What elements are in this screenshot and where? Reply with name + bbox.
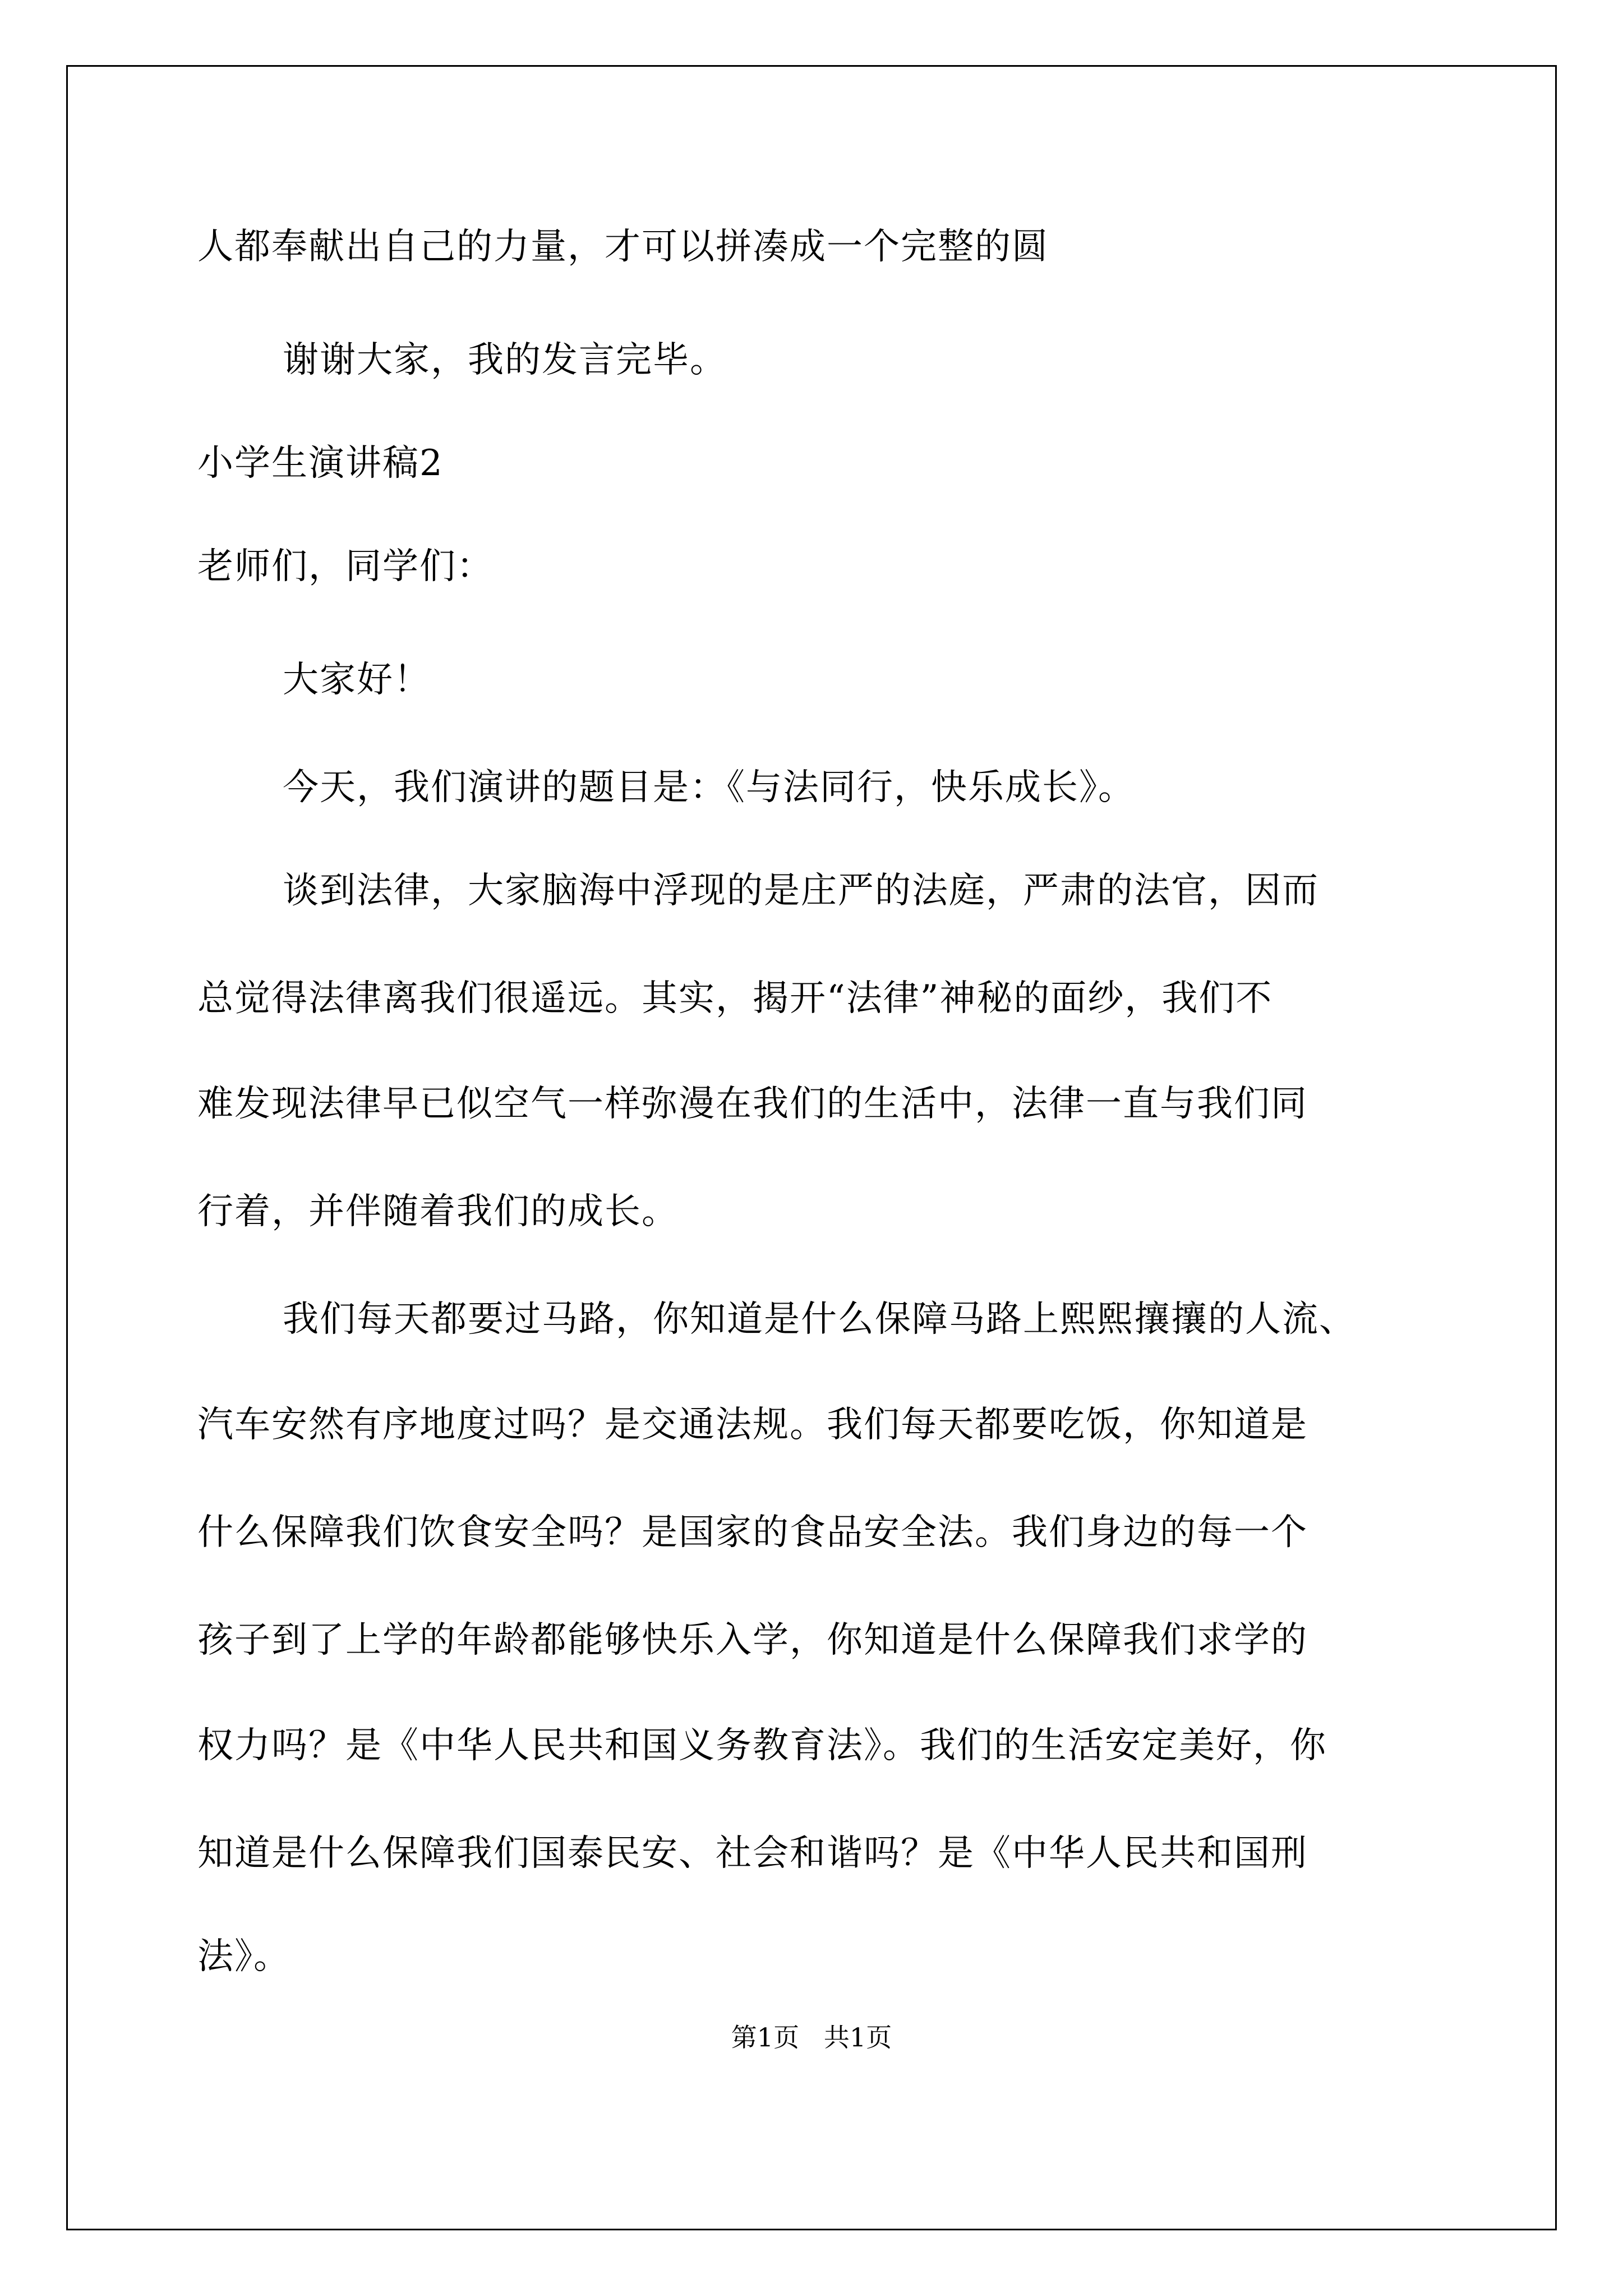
paragraph-1-line-4: 行着，并伴随着我们的成长。 — [197, 1191, 679, 1232]
section-heading: 小学生演讲稿2 — [197, 443, 444, 484]
text-line-2: 谢谢大家，我的发言完毕。 — [283, 339, 727, 381]
text-line-1: 人都奉献出自己的力量，才可以拼凑成一个完整的圆 — [197, 226, 1049, 268]
speech-title-line: 今天，我们演讲的题目是：《与法同行，快乐成长》。 — [283, 767, 1135, 808]
paragraph-2-line-3: 什么保障我们饮食安全吗？是国家的食品安全法。我们身边的每一个 — [197, 1512, 1308, 1553]
paragraph-1-line-2: 总觉得法律离我们很遥远。其实，揭开“法律”神秘的面纱，我们不 — [197, 978, 1273, 1019]
paragraph-2-line-2: 汽车安然有序地度过吗？是交通法规。我们每天都要吃饭，你知道是 — [197, 1404, 1308, 1446]
salutation: 老师们，同学们： — [197, 546, 494, 587]
paragraph-1-line-1: 谈到法律，大家脑海中浮现的是庄严的法庭，严肃的法官，因而 — [283, 870, 1319, 912]
greeting: 大家好！ — [283, 659, 431, 701]
paragraph-2-line-4: 孩子到了上学的年龄都能够快乐入学，你知道是什么保障我们求学的 — [197, 1619, 1308, 1661]
paragraph-2-line-7: 法》。 — [197, 1936, 291, 1977]
paragraph-1-line-3: 难发现法律早已似空气一样弥漫在我们的生活中，法律一直与我们同 — [197, 1083, 1308, 1125]
paragraph-2-line-1: 我们每天都要过马路，你知道是什么保障马路上熙熙攘攘的人流、 — [283, 1299, 1356, 1340]
page-footer: 第1页 共1页 — [731, 2022, 892, 2053]
page-border — [66, 65, 1557, 2230]
paragraph-2-line-5: 权力吗？是《中华人民共和国义务教育法》。我们的生活安定美好，你 — [197, 1725, 1327, 1766]
paragraph-2-line-6: 知道是什么保障我们国泰民安、社会和谐吗？是《中华人民共和国刑 — [197, 1833, 1308, 1874]
